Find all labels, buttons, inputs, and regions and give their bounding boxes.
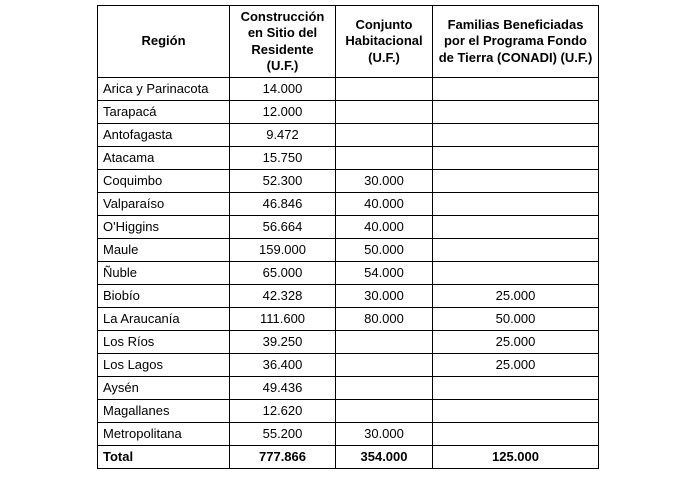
cell-construccion: 36.400 [230, 354, 336, 377]
cell-construccion: 12.620 [230, 400, 336, 423]
cell-familias: 25.000 [433, 354, 599, 377]
cell-construccion: 56.664 [230, 216, 336, 239]
header-conjunto: Conjunto Habitacional (U.F.) [336, 6, 433, 78]
cell-region: La Araucanía [98, 308, 230, 331]
table-row [98, 147, 599, 170]
cell-conjunto: 80.000 [336, 308, 433, 331]
cell-familias: 25.000 [433, 285, 599, 308]
table-header [98, 6, 599, 78]
cell-construccion: 55.200 [230, 423, 336, 446]
cell-region: O'Higgins [98, 216, 230, 239]
cell-region: Los Lagos [98, 354, 230, 377]
header-familias: Familias Beneficiadas por el Programa Fondo de Tierra (CONADI) (U.F.) [433, 6, 599, 78]
cell-region: Ñuble [98, 262, 230, 285]
cell-region: Magallanes [98, 400, 230, 423]
cell-region: Atacama [98, 147, 230, 170]
cell-conjunto: 30.000 [336, 170, 433, 193]
cell-construccion: 14.000 [230, 78, 336, 101]
table-row [98, 124, 599, 147]
cell-construccion: 159.000 [230, 239, 336, 262]
cell-familias [433, 170, 599, 193]
cell-construccion: 42.328 [230, 285, 336, 308]
cell-construccion: 9.472 [230, 124, 336, 147]
cell-conjunto [336, 354, 433, 377]
cell-construccion: 15.750 [230, 147, 336, 170]
header-row [98, 6, 599, 78]
cell-familias [433, 239, 599, 262]
table-row [98, 262, 599, 285]
cell-familias [433, 262, 599, 285]
table-row [98, 354, 599, 377]
cell-familias: 125.000 [433, 446, 599, 469]
cell-conjunto: 354.000 [336, 446, 433, 469]
table-row [98, 377, 599, 400]
cell-construccion: 39.250 [230, 331, 336, 354]
cell-conjunto [336, 78, 433, 101]
cell-familias [433, 193, 599, 216]
total-row [98, 446, 599, 469]
cell-construccion: 111.600 [230, 308, 336, 331]
cell-familias [433, 400, 599, 423]
cell-conjunto: 40.000 [336, 216, 433, 239]
cell-region: Tarapacá [98, 101, 230, 124]
table-row [98, 400, 599, 423]
table-row [98, 423, 599, 446]
regions-uf-table [97, 5, 599, 469]
cell-familias [433, 78, 599, 101]
cell-familias [433, 147, 599, 170]
cell-conjunto: 30.000 [336, 423, 433, 446]
table-row [98, 170, 599, 193]
cell-familias [433, 101, 599, 124]
cell-construccion: 777.866 [230, 446, 336, 469]
cell-familias [433, 216, 599, 239]
cell-region: Coquimbo [98, 170, 230, 193]
table-row [98, 216, 599, 239]
cell-construccion: 52.300 [230, 170, 336, 193]
cell-familias [433, 377, 599, 400]
cell-region: Antofagasta [98, 124, 230, 147]
cell-conjunto: 54.000 [336, 262, 433, 285]
cell-construccion: 65.000 [230, 262, 336, 285]
cell-region: Aysén [98, 377, 230, 400]
table-row [98, 193, 599, 216]
cell-familias [433, 423, 599, 446]
table-row [98, 101, 599, 124]
header-construccion: Construcción en Sitio del Residente (U.F.) [230, 6, 336, 78]
cell-construccion: 49.436 [230, 377, 336, 400]
cell-familias [433, 124, 599, 147]
cell-region: Maule [98, 239, 230, 262]
cell-familias: 50.000 [433, 308, 599, 331]
cell-construccion: 12.000 [230, 101, 336, 124]
table-row [98, 285, 599, 308]
cell-region: Valparaíso [98, 193, 230, 216]
cell-conjunto [336, 377, 433, 400]
cell-conjunto: 40.000 [336, 193, 433, 216]
cell-familias: 25.000 [433, 331, 599, 354]
cell-conjunto [336, 124, 433, 147]
table-row [98, 239, 599, 262]
cell-conjunto [336, 101, 433, 124]
header-region: Región [98, 6, 230, 78]
cell-conjunto [336, 400, 433, 423]
cell-conjunto: 30.000 [336, 285, 433, 308]
cell-conjunto: 50.000 [336, 239, 433, 262]
cell-region: Biobío [98, 285, 230, 308]
cell-region: Metropolitana [98, 423, 230, 446]
table-row [98, 78, 599, 101]
cell-region: Total [98, 446, 230, 469]
cell-conjunto [336, 331, 433, 354]
table-row [98, 331, 599, 354]
cell-conjunto [336, 147, 433, 170]
cell-region: Arica y Parinacota [98, 78, 230, 101]
cell-region: Los Ríos [98, 331, 230, 354]
table-body [98, 78, 599, 469]
table-row [98, 308, 599, 331]
cell-construccion: 46.846 [230, 193, 336, 216]
